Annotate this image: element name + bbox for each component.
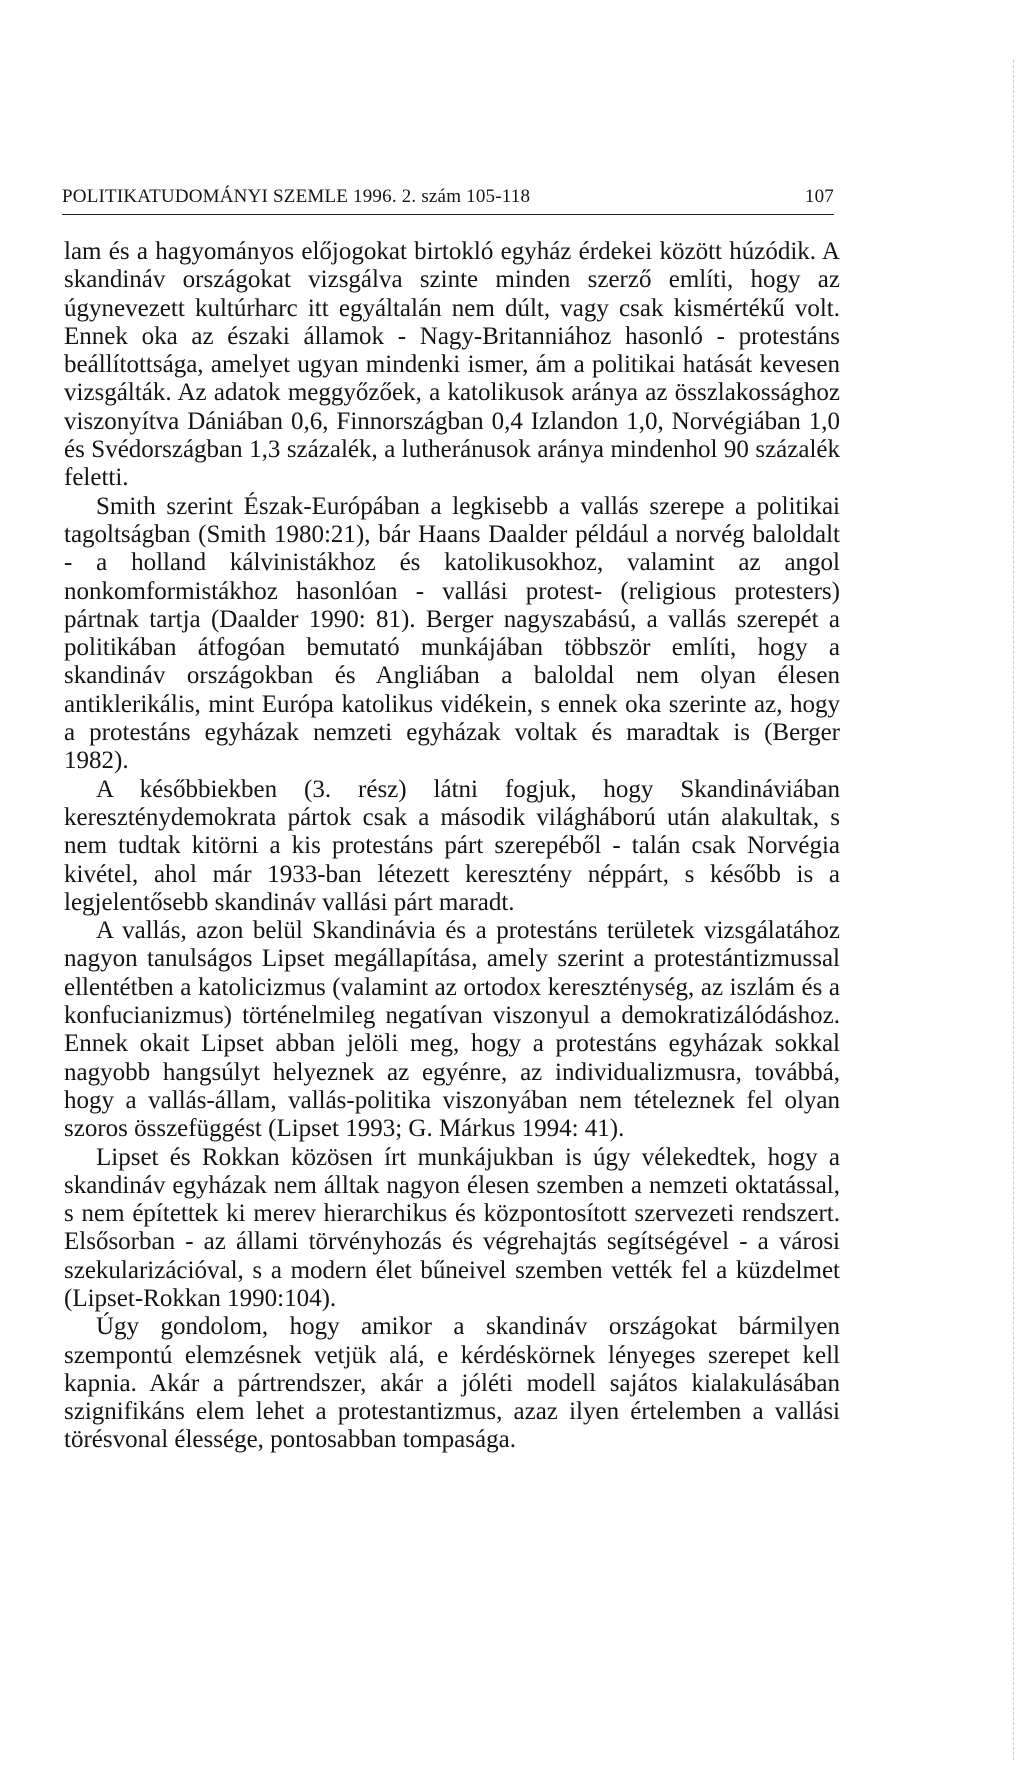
scan-edge-divider [1013,60,1014,1760]
paragraph: A vallás, azon belül Skandinávia és a protestáns területek vizsgálatához nagyon tanulságos Lipset megállapítása, amely szerint a protestántizmussal ellentétben a katolicizmus (valamint az ortodox kereszténység, az iszlám és a konfucianizmus) történelmileg negatívan viszonyul a demokratizálódáshoz. Ennek okait Lipset abban jelöli meg, hogy a protestáns egyházak sokkal nagyobb hangsúlyt helyeznek az egyénre, az individualizmusra, továbbá, hogy a vallás-állam, vallás-politika viszonyában nem tételeznek fel olyan szoros összefüggést (Lipset 1993; G. Márkus 1994: 41). [64,917,840,1143]
paragraph-continued: lam és a hagyományos előjogokat birtokló egyház érdekei között húzódik. A skandináv országokat vizsgálva szinte minden szerző említi, hogy az úgynevezett kultúrharc itt egyáltalán nem dúlt, vagy csak kismértékű volt. Ennek oka az északi államok - Nagy-Britanniához hasonló - protestáns beállítottsága, amelyet ugyan mindenki ismer, ám a politikai hatását kevesen vizsgálták. Az adatok meggyőzőek, a katolikusok aránya az összlakossághoz viszonyítva Dániában 0,6, Finnországban 0,4 Izlandon 1,0, Norvégiában 1,0 és Svédországban 1,3 százalék, a lutheránusok aránya mindenhol 90 százalék feletti. [64,238,840,492]
article-body [64,238,840,1455]
page-number: 107 [804,186,834,207]
paragraph: A későbbiekben (3. rész) látni fogjuk, hogy Skandináviában kereszténydemokrata pártok csak a második világháború után alakultak, s nem tudtak kitörni a kis protestáns párt szerepéből - talán csak Norvégia kivétel, ahol már 1933-ban létezett keresztény néppárt, s később is a legjelentősebb skandináv vallási párt maradt. [64,775,840,916]
running-head [62,186,834,212]
paragraph: Smith szerint Észak-Európában a legkisebb a vallás szerepe a politikai tagoltságban (Smith 1980:21), bár Haans Daalder például a norvég baloldalt - a holland kálvinistákhoz és katolikusokhoz, valamint az angol nonkomformistákhoz hasonlóan - vallási protest- (religious protesters) pártnak tartja (Daalder 1990: 81). Berger nagyszabású, a vallás szerepét a politikában átfogóan bemutató munkájában többször említi, hogy a skandináv országokban és Angliában a baloldal nem olyan élesen antiklerikális, mint Európa katolikus vidékein, s ennek oka szerinte az, hogy a protestáns egyházak nemzeti egyházak voltak és maradtak is (Berger 1982). [64,492,840,775]
journal-citation: POLITIKATUDOMÁNYI SZEMLE 1996. 2. szám 105-118 [62,186,531,207]
paragraph: Úgy gondolom, hogy amikor a skandináv országokat bármilyen szempontú elemzésnek vetjük alá, e kérdéskörnek lényeges szerepet kell kapnia. Akár a pártrendszer, akár a jóléti modell sajátos kialakulásában szignifikáns elem lehet a protestantizmus, azaz ilyen értelemben a vallási törésvonal élessége, pontosabban tompasága. [64,1313,840,1454]
header-rule [62,214,834,215]
paragraph: Lipset és Rokkan közösen írt munkájukban is úgy vélekedtek, hogy a skandináv egyházak nem álltak nagyon élesen szemben a nemzeti oktatással, s nem építettek ki merev hierarchikus és központosított szervezeti rendszert. Elsősorban - az állami törvényhozás és végrehajtás segítségével - a városi szekularizációval, s a modern élet bűneivel szemben vették fel a küzdelmet (Lipset-Rokkan 1990:104). [64,1143,840,1312]
